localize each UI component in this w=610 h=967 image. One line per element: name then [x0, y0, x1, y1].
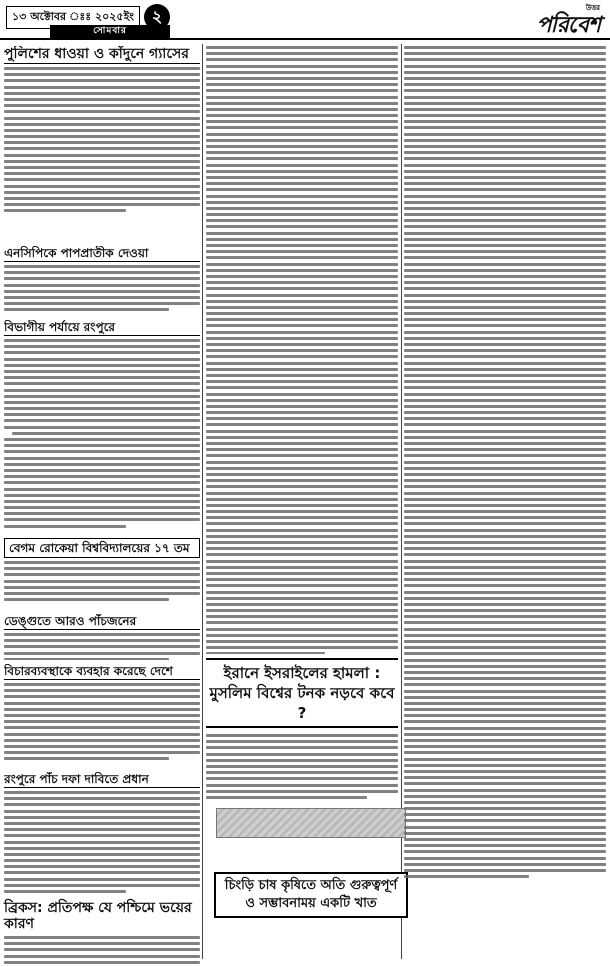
article-divisional	[4, 320, 200, 534]
masthead-kicker: উত্তর	[585, 4, 600, 12]
article-body	[4, 791, 200, 893]
article-headline: বিচারব্যবস্থাকে ব্যবহার করেছে দেশে	[4, 664, 200, 680]
boxed-headline: চিংড়ি চাষ কৃষিতে অতি গুরুত্বপূর্ণ ও সম্ভাবনাময় একটি খাত	[214, 872, 408, 918]
article-dengue	[4, 614, 200, 660]
article-judiciary	[4, 664, 200, 768]
article-headline: বিভাগীয় পর্যায়ে রংপুরে	[4, 320, 200, 336]
page-number: ২	[144, 4, 170, 30]
article-body	[206, 46, 398, 654]
article-center-feature-body	[206, 734, 398, 806]
article-body	[404, 46, 606, 878]
article-body	[4, 339, 200, 528]
page-header	[0, 0, 610, 40]
article-five-demands	[4, 772, 200, 900]
article-body	[4, 633, 200, 660]
article-headline: এনসিপিকে পাপপ্রাতীক দেওয়া	[4, 246, 200, 262]
article-body	[206, 734, 398, 799]
masthead	[537, 2, 600, 38]
masthead-title: পরিবেশ	[536, 13, 600, 38]
article-police-teargas	[4, 46, 200, 242]
article-body	[4, 265, 200, 311]
article-ncp	[4, 246, 200, 314]
article-body	[4, 561, 200, 601]
article-headline: ডেঙ্গুতে আরও পাঁচজনের	[4, 614, 200, 630]
article-photo	[216, 808, 406, 838]
article-begum-rokeya	[4, 538, 200, 610]
article-right-long	[404, 46, 606, 958]
column-rule	[202, 44, 203, 959]
article-body	[4, 683, 200, 760]
issue-date: ১৩ অক্টোবর ঃঃ ২০২৫ইং	[6, 6, 140, 29]
article-center-top	[206, 46, 398, 654]
article-brics	[4, 900, 200, 967]
article-body	[4, 936, 200, 967]
article-headline: পুলিশের ধাওয়া ও কাঁদুনে গ্যাসের	[4, 46, 200, 64]
article-headline: রংপুরে পাঁচ দফা দাবিতে প্রধান	[4, 772, 200, 788]
article-headline: ব্রিকস: প্রতিপক্ষ যে পশ্চিমে ভয়ের কারণ	[4, 900, 192, 932]
article-body	[4, 67, 200, 212]
weekday-strip: সোমবার	[50, 25, 170, 38]
feature-headline: ইরানে ইসরাইলের হামলা : মুসলিম বিশ্বের টনক নড়বে কবে ?	[206, 658, 398, 728]
article-headline: বেগম রোকেয়া বিশ্ববিদ্যালয়ের ১৭ তম	[4, 538, 200, 558]
